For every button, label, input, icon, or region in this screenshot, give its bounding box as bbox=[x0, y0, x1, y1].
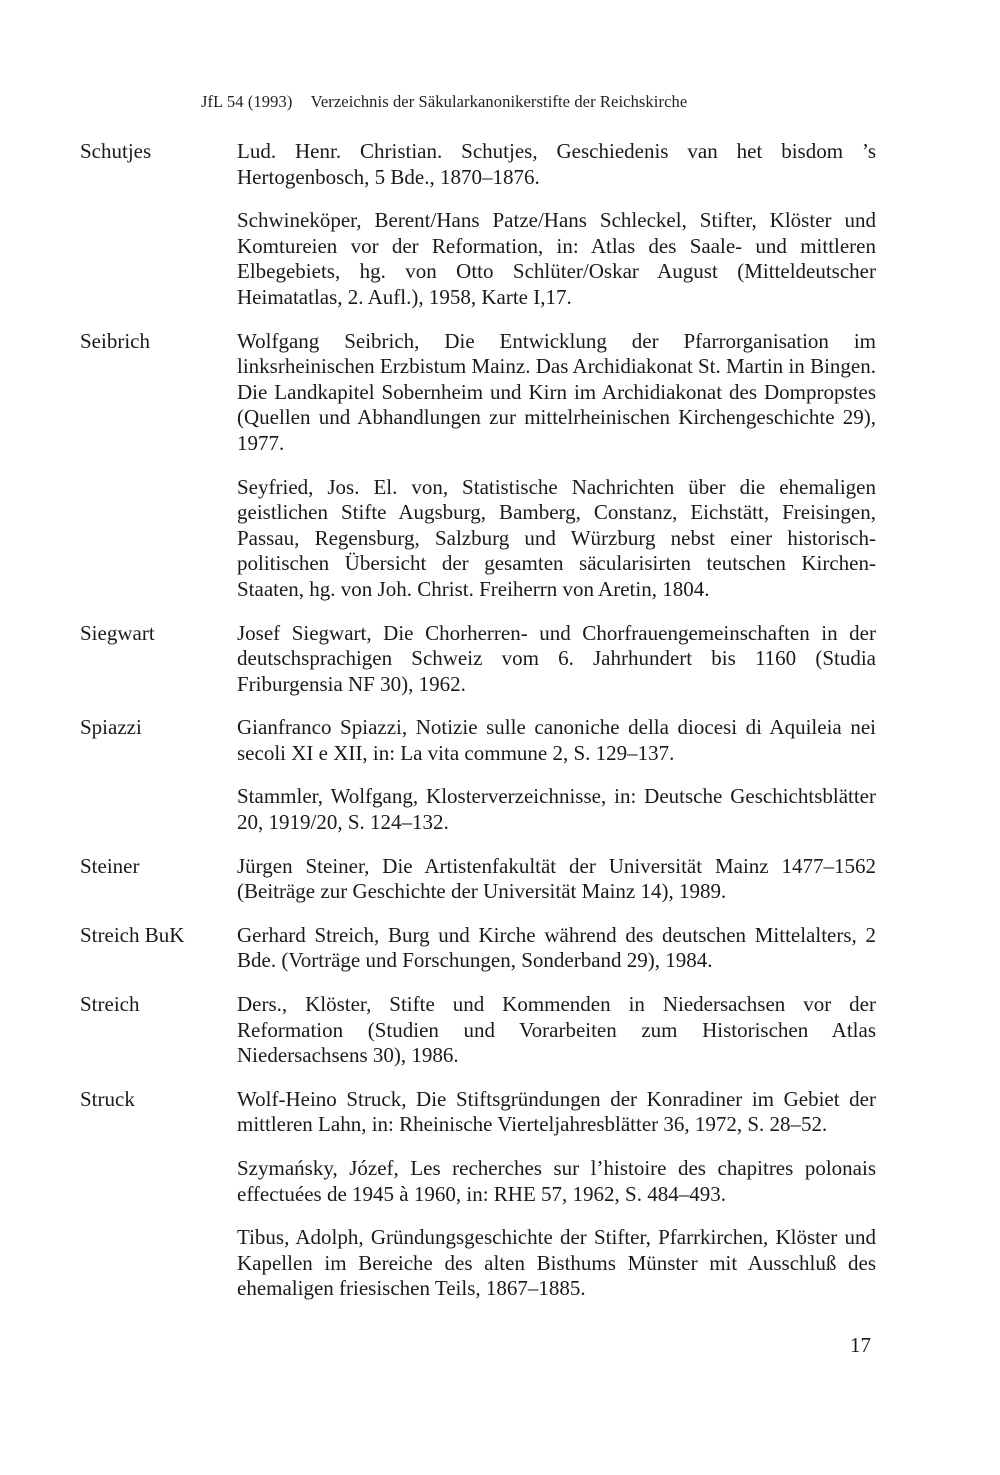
bibliography-entry bbox=[80, 1156, 880, 1207]
bibliography-entry bbox=[80, 621, 880, 698]
running-head bbox=[201, 92, 687, 112]
bibliography-entry bbox=[80, 992, 880, 1069]
entry-siglum: Struck bbox=[80, 1086, 135, 1111]
entry-siglum: Streich BuK bbox=[80, 922, 185, 947]
entry-citation: Schwineköper, Berent/Hans Patze/Hans Schleckel, Stifter, Klöster und Komtureien vor der Reformation, in: Atlas des Saale- und mittleren Elbegebiets, hg. von Otto Schlüter/Oskar August (Mitteldeutscher Heimatatlas, 2. Aufl.), 1958, Karte I,17. bbox=[237, 208, 876, 309]
bibliography-entry bbox=[80, 139, 880, 190]
bibliography-entry bbox=[80, 329, 880, 457]
entry-citation: Szymańsky, Józef, Les recherches sur l’histoire des chapitres polonais effectuées de 1945 à 1960, in: RHE 57, 1962, S. 484–493. bbox=[237, 1156, 876, 1206]
bibliography-entry bbox=[80, 923, 880, 974]
entry-citation: Gianfranco Spiazzi, Notizie sulle canoniche della diocesi di Aquileia nei secoli XI e XII, in: La vita commune 2, S. 129–137. bbox=[237, 715, 876, 765]
entry-siglum: Steiner bbox=[80, 853, 140, 878]
page-number: 17 bbox=[850, 1333, 871, 1357]
entry-citation: Josef Siegwart, Die Chorherren- und Chorfrauengemeinschaften in der deutschsprachigen Schweiz vom 6. Jahrhundert bis 1160 (Studia Friburgensia NF 30), 1962. bbox=[237, 620, 876, 696]
bibliography-entry bbox=[80, 475, 880, 603]
entry-citation: Tibus, Adolph, Gründungsgeschichte der Stifter, Pfarrkirchen, Klöster und Kapellen im Bereiche des alten Bisthums Münster mit Ausschluß des ehemaligen friesischen Teils, 1867–1885. bbox=[237, 1225, 876, 1301]
journal-reference: JfL 54 (1993) bbox=[201, 92, 293, 111]
entry-citation: Ders., Klöster, Stifte und Kommenden in Niedersachsen vor der Reformation (Studien und Vorarbeiten zum Historischen Atlas Niedersachsens 30), 1986. bbox=[237, 992, 876, 1068]
bibliography-entry bbox=[80, 1225, 880, 1302]
bibliography-entry bbox=[80, 208, 880, 310]
bibliography-list bbox=[80, 139, 880, 1320]
entry-siglum: Seibrich bbox=[80, 328, 150, 353]
entry-siglum: Streich bbox=[80, 992, 140, 1017]
entry-citation: Seyfried, Jos. El. von, Statistische Nachrichten über die ehemaligen geistlichen Stifte Augsburg, Bamberg, Constanz, Eichstätt, Freisingen, Passau, Regensburg, Salzburg und Würzburg nebst einer historisch-politischen Übersicht der gesamten säcularisirten teutschen Kirchen-Staaten, hg. von Joh. Christ. Freiherrn von Aretin, 1804. bbox=[237, 474, 876, 601]
entry-citation: Jürgen Steiner, Die Artistenfakultät der Universität Mainz 1477–1562 (Beiträge zur Geschichte der Universität Mainz 14), 1989. bbox=[237, 853, 876, 904]
entry-citation: Wolfgang Seibrich, Die Entwicklung der Pfarrorganisation im linksrheinischen Erzbistum Mainz. Das Archidiakonat St. Martin in Bingen. Die Landkapitel Sobernheim und Kirn im Archidiakonat des Dompropstes (Quellen und Abhandlungen zur mittelrheinischen Kirchengeschichte 29), 1977. bbox=[237, 328, 876, 455]
entry-siglum: Siegwart bbox=[80, 620, 155, 645]
entry-siglum: Spiazzi bbox=[80, 715, 142, 740]
entry-citation: Lud. Henr. Christian. Schutjes, Geschiedenis van het bisdom ’s Hertogenbosch, 5 Bde., 1870–1876. bbox=[237, 139, 876, 189]
entry-citation: Wolf-Heino Struck, Die Stiftsgründungen der Konradiner im Gebiet der mittleren Lahn, in: Rheinische Vierteljahresblätter 36, 1972, S. 28–52. bbox=[237, 1086, 876, 1137]
bibliography-entry bbox=[80, 854, 880, 905]
bibliography-entry bbox=[80, 784, 880, 835]
bibliography-entry bbox=[80, 1087, 880, 1138]
entry-siglum: Schutjes bbox=[80, 139, 152, 163]
entry-citation: Gerhard Streich, Burg und Kirche während des deutschen Mittelalters, 2 Bde. (Vorträge und Forschungen, Sonderband 29), 1984. bbox=[237, 922, 876, 973]
bibliography-entry bbox=[80, 715, 880, 766]
running-title: Verzeichnis der Säkularkanonikerstifte der Reichskirche bbox=[310, 92, 688, 111]
entry-citation: Stammler, Wolfgang, Klosterverzeichnisse, in: Deutsche Geschichtsblätter 20, 1919/20, S. 124–132. bbox=[237, 784, 876, 835]
